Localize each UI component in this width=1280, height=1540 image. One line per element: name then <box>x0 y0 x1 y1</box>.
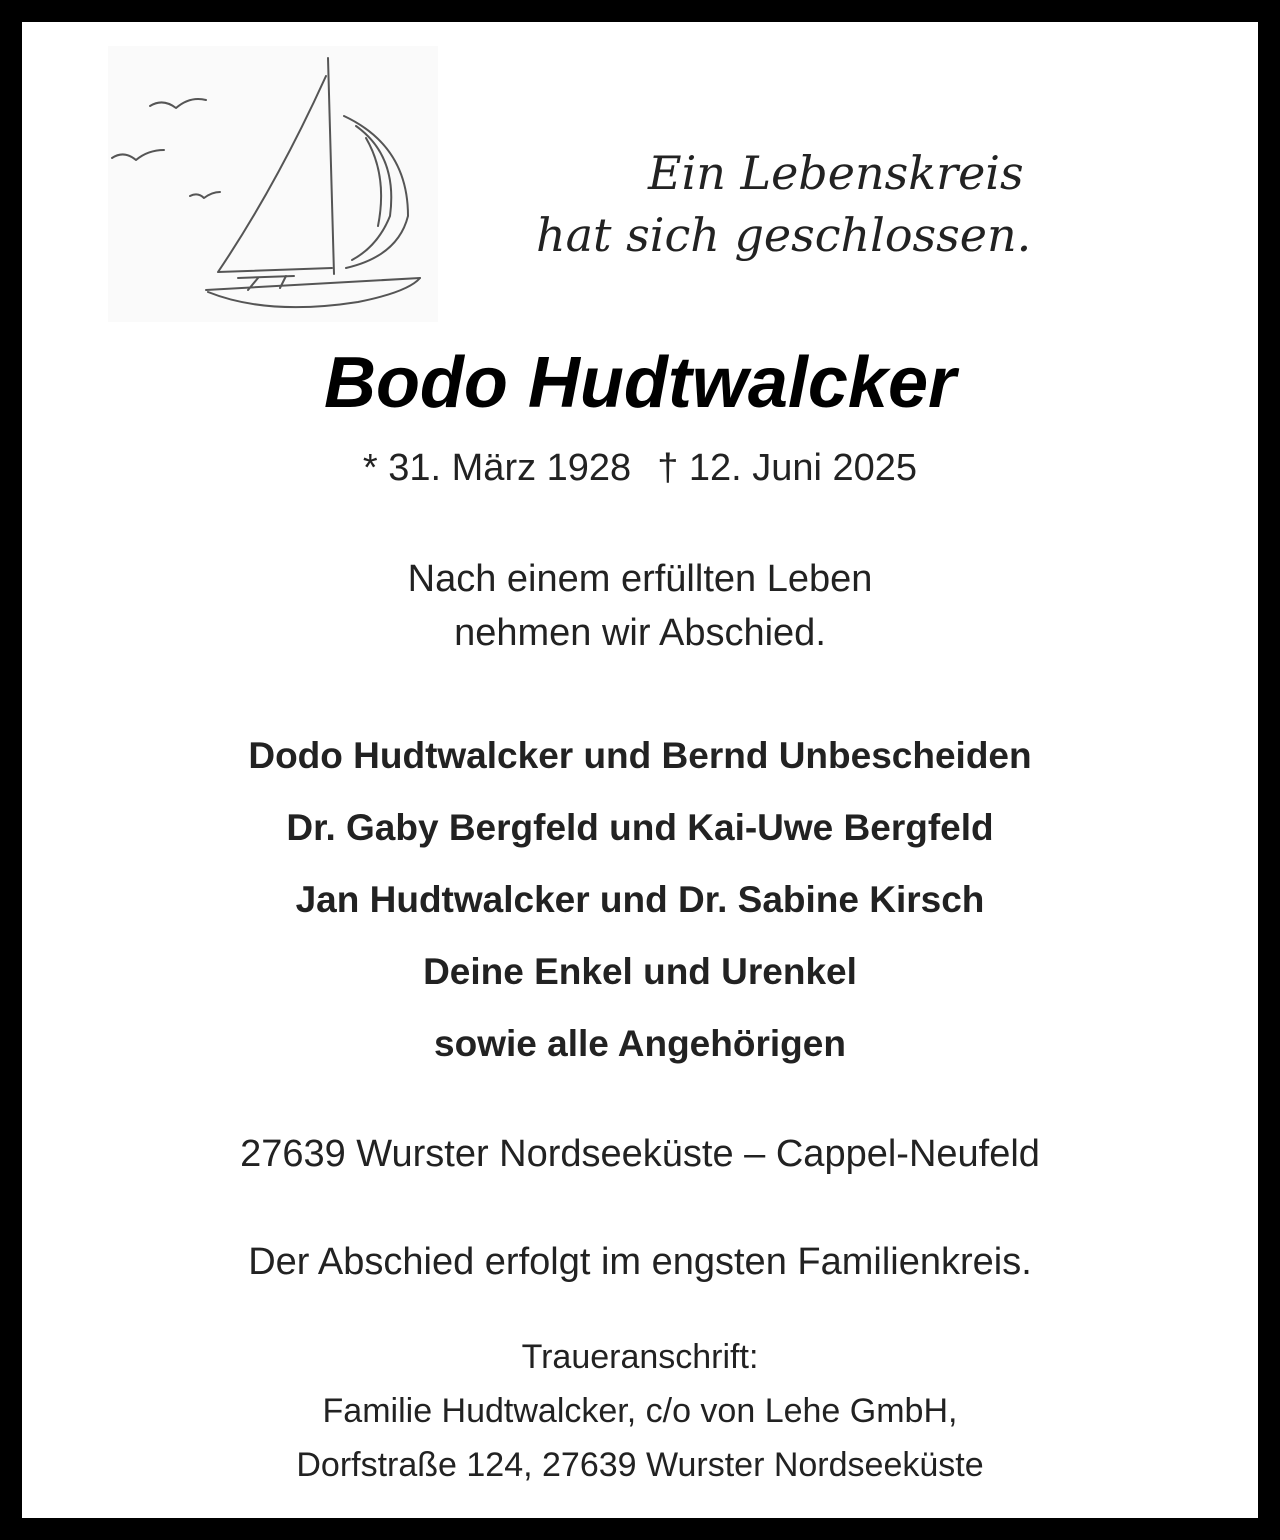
life-dates <box>0 444 1280 492</box>
sailboat-illustration <box>108 46 438 322</box>
seagull-2-icon <box>112 150 164 160</box>
death-date: † 12. Juni 2025 <box>657 447 918 489</box>
place-line: 27639 Wurster Nordseeküste – Cappel-Neufeld <box>240 1133 1040 1175</box>
hull-icon <box>208 278 420 307</box>
farewell-note: Der Abschied erfolgt im engsten Familienkreis. <box>248 1241 1032 1283</box>
mourner-line: Dodo Hudtwalcker und Bernd Unbescheiden <box>248 735 1032 776</box>
motto-line-2: hat sich geschlossen. <box>536 208 1032 262</box>
motto <box>520 142 1060 266</box>
rear-sail-icon <box>344 116 408 268</box>
mourner-line: Jan Hudtwalcker und Dr. Sabine Kirsch <box>295 879 985 920</box>
intro-line-2: nehmen wir Abschied. <box>454 612 826 654</box>
mourner-line: Deine Enkel und Urenkel <box>423 951 857 992</box>
address-heading: Traueranschrift: <box>521 1338 759 1376</box>
mourners-list <box>0 720 1280 1080</box>
hull-top-icon <box>206 278 420 290</box>
mourner-line: Dr. Gaby Bergfeld und Kai-Uwe Bergfeld <box>286 807 994 848</box>
seagull-3-icon <box>190 192 220 198</box>
condolence-address <box>0 1330 1280 1492</box>
deceased-name: Bodo Hudtwalcker <box>323 343 957 423</box>
motto-line-1: Ein Lebenskreis <box>648 146 1024 200</box>
mast-icon <box>328 58 334 274</box>
birth-date: * 31. März 1928 <box>362 447 632 489</box>
intro-line-1: Nach einem erfüllten Leben <box>407 558 873 600</box>
main-sail-icon <box>218 76 332 272</box>
seagull-1-icon <box>150 99 206 108</box>
sailboat-with-seagulls-icon <box>108 46 438 322</box>
address-line-2: Dorfstraße 124, 27639 Wurster Nordseeküste <box>296 1446 984 1484</box>
mourner-line: sowie alle Angehörigen <box>434 1023 846 1064</box>
address-line-1: Familie Hudtwalcker, c/o von Lehe GmbH, <box>322 1392 958 1430</box>
intro-text <box>0 552 1280 660</box>
